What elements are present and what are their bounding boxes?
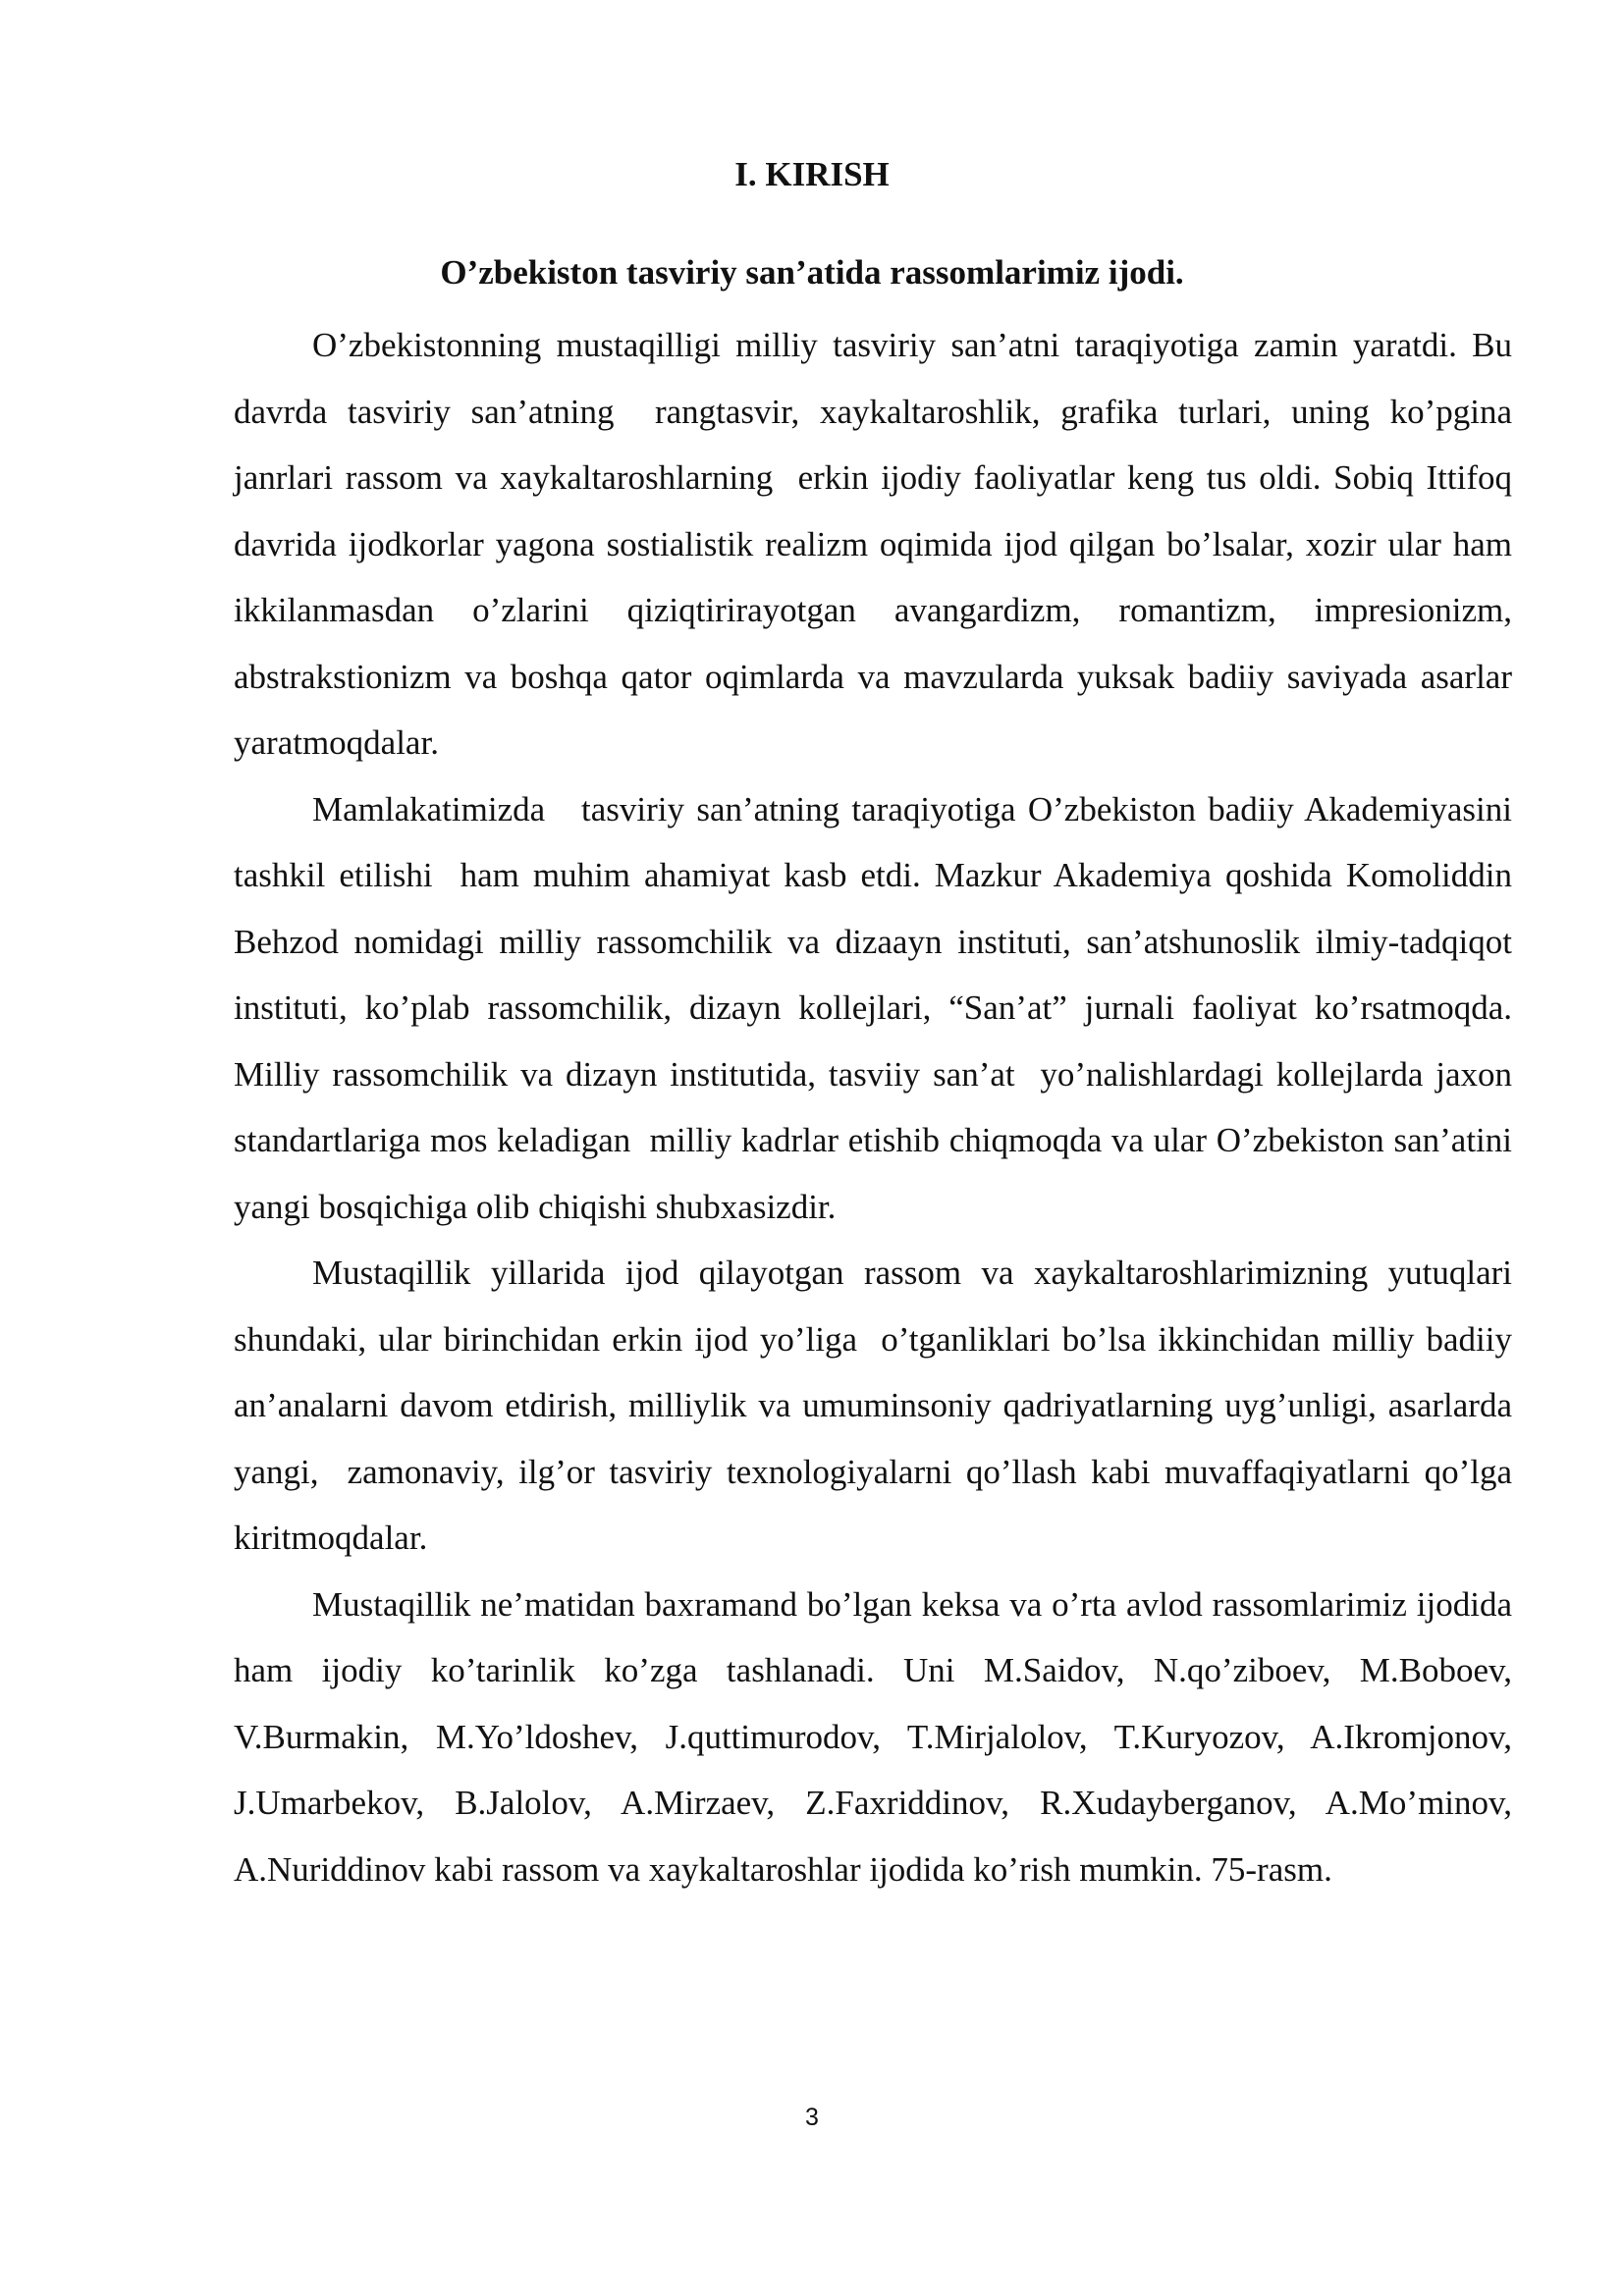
page-title: I. KIRISH — [734, 155, 890, 193]
page-number: 3 — [805, 2104, 819, 2131]
paragraph-academy: Mamlakatimizda tasviriy san’atning taraqiyotiga O’zbekiston badiiy Akademiyasini tashkil etilishi ham muhim ahamiyat kasb etdi. Mazkur Akademiya qoshida Komoliddin Behzod nomidagi milliy rassomchilik va dizaayn instituti, san’atshunoslik ilmiy-tadqiqot instituti, ko’plab rassomchilik, dizayn kollejlari, “San’at” jurnali faoliyat ko’rsatmoqda. Milliy rassomchilik va dizayn institutida, tasviiy san’at yo’nalishlardagi kollejlarda jaxon standartlariga mos keladigan milliy kadrlar etishib chiqmoqda va ular O’zbekiston san’atini yangi bosqichiga olib chiqishi shubxasizdir. — [234, 789, 1521, 1226]
paragraph-achievements: Mustaqillik yillarida ijod qilayotgan rassom va xaykaltaroshlarimizning yutuqlari shundaki, ular birinchidan erkin ijod yo’liga o’tganliklari bo’lsa ikkinchidan milliy badiiy an’analarni davom etdirish, milliylik va umuminsoniy qadriyatlarning uyg’unligi, asarlarda yangi, zamonaviy, ilg’or tasviriy texnologiyalarni qo’llash kabi muvaffaqiyatlarni qo’lga kiritmoqdalar. — [234, 1254, 1521, 1557]
paragraph-artists: Mustaqillik ne’matidan baxramand bo’lgan keksa va o’rta avlod rassomlarimiz ijodida ham ijodiy ko’tarinlik ko’zga tashlanadi. Uni M.Saidov, N.qo’ziboev, M.Boboev, V.Burmakin, M.Yo’ldoshev, J.quttimurodov, T.Mirjalolov, T.Kuryozov, A.Ikromjonov, J.Umarbekov, B.Jalolov, A.Mirzaev, Z.Faxriddinov, R.Xudayberganov, A.Mo’minov, A.Nuriddinov kabi rassom va xaykaltaroshlar ijodida ko’rish mumkin. 75-rasm. — [234, 1584, 1521, 1889]
body-text — [234, 312, 1521, 1902]
section-subtitle: O’zbekiston tasviriy san’atida rassomlarimiz ijodi. — [440, 253, 1184, 292]
paragraph-independence: O’zbekistonning mustaqilligi milliy tasviriy san’atni taraqiyotiga zamin yaratdi. Bu davrda tasviriy san’atning rangtasvir, xaykaltaroshlik, grafika turlari, uning ko’pgina janrlari rassom va xaykaltaroshlarning erkin ijodiy faoliyatlar keng tus oldi. Sobiq Ittifoq davrida ijodkorlar yagona sostialistik realizm oqimida ijod qilgan bo’lsalar, xozir ular ham ikkilanmasdan o’zlarini qiziqtirirayotgan avangardizm, romantizm, impresionizm, abstrakstionizm va boshqa qator oqimlarda va mavzularda yuksak badiiy saviyada asarlar yaratmoqdalar. — [234, 326, 1521, 762]
